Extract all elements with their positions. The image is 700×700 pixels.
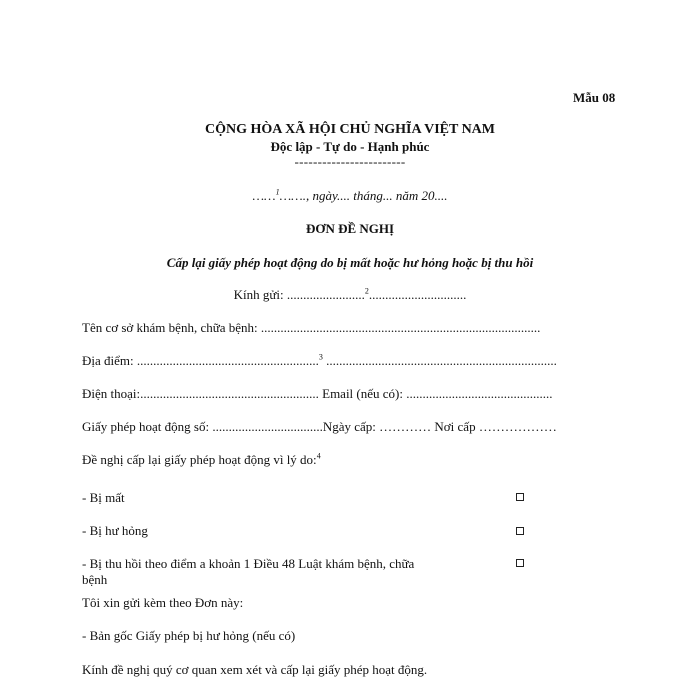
option-damaged-label: - Bị hư hỏng — [82, 523, 148, 538]
reason-label — [82, 452, 321, 468]
option-lost-checkbox[interactable] — [516, 493, 524, 501]
attachment-item: - Bản gốc Giấy phép bị hư hỏng (nếu có) — [82, 628, 296, 643]
date-rest: ……., ngày.... tháng... năm 20.... — [279, 188, 448, 203]
facility-name-field: Tên cơ sở khám bệnh, chữa bệnh: ...................................................................................... — [82, 320, 541, 335]
addressee-rest: .............................. — [368, 287, 467, 302]
footnote-3: 3 — [318, 352, 323, 362]
location-rest: ....................................................................... — [322, 353, 557, 368]
addressee-line — [0, 287, 700, 303]
country-name: CỘNG HÒA XÃ HỘI CHỦ NGHĨA VIỆT NAM — [204, 122, 495, 137]
footnote-4: 4 — [316, 451, 321, 461]
date-line — [0, 188, 700, 204]
option-revoked-checkbox[interactable] — [516, 559, 524, 567]
license-field: Giấy phép hoạt động số: ..................................Ngày cấp: ………… Nơi cấp ……………… — [82, 419, 557, 434]
attachments-label: Tôi xin gửi kèm theo Đơn này: — [82, 595, 244, 610]
document-title: ĐƠN ĐỀ NGHỊ — [305, 221, 395, 236]
header-divider: ------------------------ — [294, 154, 406, 169]
phone-email-field: Điện thoại:....................................................... Email (nếu có): ............................................. — [82, 386, 553, 401]
location-field — [82, 353, 557, 369]
footnote-2: 2 — [364, 286, 369, 296]
closing-statement: Kính đề nghị quý cơ quan xem xét và cấp lại giấy phép hoạt động. — [82, 662, 428, 677]
option-revoked-label: - Bị thu hồi theo điểm a khoản 1 Điều 48 Luật khám bệnh, chữa — [82, 556, 415, 571]
option-lost-label: - Bị mất — [82, 490, 125, 505]
national-motto: Độc lập - Tự do - Hạnh phúc — [270, 139, 430, 154]
addressee-label: Kính gửi: ........................ — [233, 287, 365, 302]
location-label: Địa điểm: ........................................................ — [82, 353, 319, 368]
document-subtitle: Cấp lại giấy phép hoạt động do bị mất hoặc hư hỏng hoặc bị thu hồi — [166, 255, 534, 270]
footnote-1: 1 — [275, 187, 280, 197]
reason-label-text: Đề nghị cấp lại giấy phép hoạt động vì lý do: — [82, 452, 317, 467]
date-prefix: …… — [252, 188, 276, 203]
form-code: Mẫu 08 — [573, 90, 616, 105]
option-revoked-label-cont: bệnh — [82, 572, 108, 587]
option-damaged-checkbox[interactable] — [516, 527, 524, 535]
